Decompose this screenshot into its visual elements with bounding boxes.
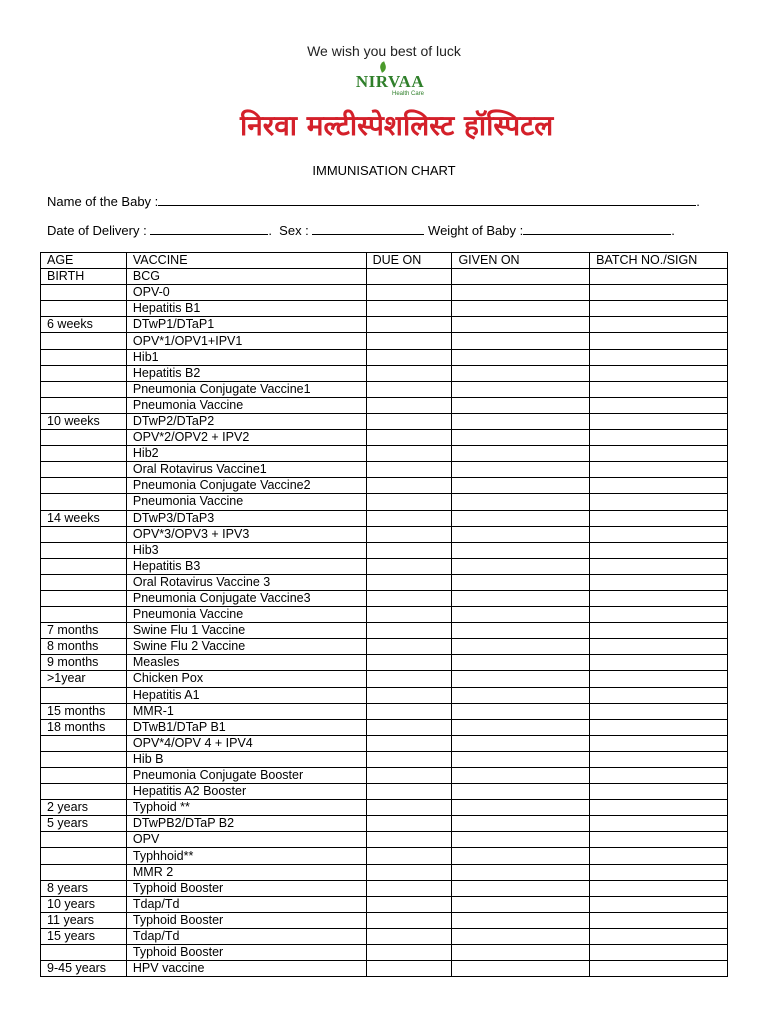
due-on-cell[interactable]: [366, 735, 452, 751]
table-header-row: [41, 253, 728, 269]
due-on-cell[interactable]: [366, 896, 452, 912]
due-on-cell[interactable]: [366, 365, 452, 381]
table-row: [41, 784, 728, 800]
age-cell: [41, 397, 127, 413]
vaccine-cell: Pneumonia Vaccine: [126, 397, 366, 413]
vaccine-cell: Hepatitis B2: [126, 365, 366, 381]
age-cell: 10 weeks: [41, 413, 127, 429]
due-on-cell[interactable]: [366, 397, 452, 413]
given-on-cell[interactable]: [452, 896, 590, 912]
given-on-cell[interactable]: [452, 542, 590, 558]
table-row: [41, 671, 728, 687]
batch-sign-cell[interactable]: [590, 928, 728, 944]
batch-sign-cell[interactable]: [590, 526, 728, 542]
age-cell: [41, 462, 127, 478]
given-on-cell[interactable]: [452, 961, 590, 977]
batch-sign-cell[interactable]: [590, 687, 728, 703]
given-on-cell[interactable]: [452, 285, 590, 301]
given-on-cell[interactable]: [452, 397, 590, 413]
vaccine-cell: Measles: [126, 655, 366, 671]
batch-sign-cell[interactable]: [590, 510, 728, 526]
age-cell: [41, 768, 127, 784]
due-on-cell[interactable]: [366, 945, 452, 961]
table-row: [41, 687, 728, 703]
vaccine-cell: Tdap/Td: [126, 928, 366, 944]
vaccine-cell: DTwP2/DTaP2: [126, 413, 366, 429]
due-on-cell[interactable]: [366, 961, 452, 977]
given-on-cell[interactable]: [452, 912, 590, 928]
page-title: IMMUNISATION CHART: [312, 163, 456, 178]
given-on-cell[interactable]: [452, 784, 590, 800]
age-cell: [41, 945, 127, 961]
due-on-cell[interactable]: [366, 510, 452, 526]
sex-field[interactable]: [312, 224, 424, 235]
given-on-cell[interactable]: [452, 478, 590, 494]
vaccine-cell: DTwB1/DTaP B1: [126, 719, 366, 735]
sex-label: Sex :: [279, 223, 309, 238]
vaccine-cell: OPV*2/OPV2 + IPV2: [126, 430, 366, 446]
given-on-cell[interactable]: [452, 494, 590, 510]
vaccine-cell: Typhoid Booster: [126, 912, 366, 928]
vaccine-cell: Pneumonia Vaccine: [126, 494, 366, 510]
vaccine-cell: Oral Rotavirus Vaccine1: [126, 462, 366, 478]
due-on-cell[interactable]: [366, 317, 452, 333]
vaccine-cell: Pneumonia Conjugate Booster: [126, 768, 366, 784]
batch-sign-cell[interactable]: [590, 333, 728, 349]
age-cell: [41, 542, 127, 558]
age-cell: 5 years: [41, 816, 127, 832]
age-cell: [41, 751, 127, 767]
due-on-cell[interactable]: [366, 494, 452, 510]
table-row: [41, 751, 728, 767]
due-on-cell[interactable]: [366, 671, 452, 687]
vaccine-cell: BCG: [126, 269, 366, 285]
brand-subtitle: Health Care: [392, 91, 425, 97]
table-row: [41, 896, 728, 912]
vaccine-cell: Hib B: [126, 751, 366, 767]
delivery-date-field[interactable]: [150, 224, 268, 235]
age-cell: 10 years: [41, 896, 127, 912]
batch-sign-cell[interactable]: [590, 816, 728, 832]
due-on-cell[interactable]: [366, 269, 452, 285]
table-row: [41, 961, 728, 977]
age-cell: [41, 607, 127, 623]
age-cell: [41, 848, 127, 864]
age-cell: 11 years: [41, 912, 127, 928]
given-on-cell[interactable]: [452, 800, 590, 816]
due-on-cell[interactable]: [366, 928, 452, 944]
due-on-cell[interactable]: [366, 413, 452, 429]
table-row: [41, 494, 728, 510]
given-on-cell[interactable]: [452, 655, 590, 671]
age-cell: 18 months: [41, 719, 127, 735]
batch-sign-cell[interactable]: [590, 864, 728, 880]
batch-sign-cell[interactable]: [590, 880, 728, 896]
vaccine-cell: Pneumonia Conjugate Vaccine1: [126, 381, 366, 397]
table-row: [41, 607, 728, 623]
age-cell: 15 months: [41, 703, 127, 719]
vaccine-cell: DTwPB2/DTaP B2: [126, 816, 366, 832]
vaccine-cell: Typhoid **: [126, 800, 366, 816]
table-row: [41, 333, 728, 349]
vaccine-cell: Hepatitis A2 Booster: [126, 784, 366, 800]
batch-sign-cell[interactable]: [590, 446, 728, 462]
given-on-cell[interactable]: [452, 365, 590, 381]
due-on-cell[interactable]: [366, 800, 452, 816]
table-row: [41, 381, 728, 397]
table-row: [41, 590, 728, 606]
given-on-cell[interactable]: [452, 848, 590, 864]
due-on-cell[interactable]: [366, 462, 452, 478]
table-row: [41, 864, 728, 880]
header-given-on: GIVEN ON: [452, 253, 590, 269]
given-on-cell[interactable]: [452, 719, 590, 735]
vaccine-cell: OPV: [126, 832, 366, 848]
age-cell: 9 months: [41, 655, 127, 671]
due-on-cell[interactable]: [366, 912, 452, 928]
table-row: [41, 816, 728, 832]
header-vaccine: VACCINE: [126, 253, 366, 269]
due-on-cell[interactable]: [366, 349, 452, 365]
age-cell: 7 months: [41, 623, 127, 639]
table-row: [41, 832, 728, 848]
batch-sign-cell[interactable]: [590, 703, 728, 719]
table-row: [41, 735, 728, 751]
due-on-cell[interactable]: [366, 607, 452, 623]
due-on-cell[interactable]: [366, 430, 452, 446]
age-cell: [41, 864, 127, 880]
batch-sign-cell[interactable]: [590, 574, 728, 590]
vaccine-cell: Chicken Pox: [126, 671, 366, 687]
due-on-cell[interactable]: [366, 446, 452, 462]
batch-sign-cell[interactable]: [590, 542, 728, 558]
table-row: [41, 510, 728, 526]
batch-sign-cell[interactable]: [590, 397, 728, 413]
weight-field[interactable]: [523, 224, 671, 235]
age-cell: [41, 784, 127, 800]
age-cell: [41, 446, 127, 462]
vaccine-cell: Hib1: [126, 349, 366, 365]
given-on-cell[interactable]: [452, 413, 590, 429]
age-cell: [41, 301, 127, 317]
due-on-cell[interactable]: [366, 478, 452, 494]
header-due-on: DUE ON: [366, 253, 452, 269]
batch-sign-cell[interactable]: [590, 639, 728, 655]
table-row: [41, 623, 728, 639]
table-row: [41, 848, 728, 864]
age-cell: 8 months: [41, 639, 127, 655]
table-row: [41, 542, 728, 558]
batch-sign-cell[interactable]: [590, 285, 728, 301]
vaccine-cell: OPV*1/OPV1+IPV1: [126, 333, 366, 349]
age-cell: 8 years: [41, 880, 127, 896]
table-row: [41, 397, 728, 413]
given-on-cell[interactable]: [452, 526, 590, 542]
age-cell: [41, 574, 127, 590]
table-row: [41, 912, 728, 928]
due-on-cell[interactable]: [366, 590, 452, 606]
vaccine-cell: Swine Flu 1 Vaccine: [126, 623, 366, 639]
batch-sign-cell[interactable]: [590, 365, 728, 381]
vaccine-cell: Typhoid Booster: [126, 945, 366, 961]
due-on-cell[interactable]: [366, 526, 452, 542]
table-row: [41, 269, 728, 285]
due-on-cell[interactable]: [366, 623, 452, 639]
table-row: [41, 655, 728, 671]
batch-sign-cell[interactable]: [590, 478, 728, 494]
vaccine-cell: Hib2: [126, 446, 366, 462]
vaccine-cell: MMR 2: [126, 864, 366, 880]
batch-sign-cell[interactable]: [590, 768, 728, 784]
vaccine-cell: Hepatitis B1: [126, 301, 366, 317]
table-row: [41, 413, 728, 429]
given-on-cell[interactable]: [452, 510, 590, 526]
given-on-cell[interactable]: [452, 590, 590, 606]
vaccine-cell: OPV*4/OPV 4 + IPV4: [126, 735, 366, 751]
table-row: [41, 800, 728, 816]
header-age: AGE: [41, 253, 127, 269]
header-batch-sign: BATCH NO./SIGN: [590, 253, 728, 269]
batch-sign-cell[interactable]: [590, 784, 728, 800]
given-on-cell[interactable]: [452, 349, 590, 365]
table-row: [41, 365, 728, 381]
table-row: [41, 317, 728, 333]
baby-name-line: Name of the Baby : .: [47, 194, 700, 209]
given-on-cell[interactable]: [452, 945, 590, 961]
brand-mark: [350, 62, 430, 102]
batch-sign-cell[interactable]: [590, 800, 728, 816]
brand-name: NIRVAA: [355, 72, 425, 91]
due-on-cell[interactable]: [366, 880, 452, 896]
due-on-cell[interactable]: [366, 542, 452, 558]
vaccine-cell: Hib3: [126, 542, 366, 558]
vaccine-cell: DTwP3/DTaP3: [126, 510, 366, 526]
due-on-cell[interactable]: [366, 864, 452, 880]
age-cell: BIRTH: [41, 269, 127, 285]
given-on-cell[interactable]: [452, 446, 590, 462]
table-row: [41, 285, 728, 301]
table-body: [41, 269, 728, 977]
batch-sign-cell[interactable]: [590, 269, 728, 285]
given-on-cell[interactable]: [452, 768, 590, 784]
given-on-cell[interactable]: [452, 381, 590, 397]
given-on-cell[interactable]: [452, 574, 590, 590]
table-row: [41, 558, 728, 574]
batch-sign-cell[interactable]: [590, 462, 728, 478]
batch-sign-cell[interactable]: [590, 671, 728, 687]
vaccine-cell: DTwP1/DTaP1: [126, 317, 366, 333]
age-cell: [41, 381, 127, 397]
table-row: [41, 526, 728, 542]
vaccine-cell: HPV vaccine: [126, 961, 366, 977]
due-on-cell[interactable]: [366, 832, 452, 848]
table-row: [41, 446, 728, 462]
age-cell: [41, 478, 127, 494]
batch-sign-cell[interactable]: [590, 896, 728, 912]
vaccine-cell: OPV-0: [126, 285, 366, 301]
due-on-cell[interactable]: [366, 687, 452, 703]
delivery-line: Date of Delivery : . Sex : Weight of Baby : .: [47, 223, 675, 238]
given-on-cell[interactable]: [452, 687, 590, 703]
due-on-cell[interactable]: [366, 784, 452, 800]
vaccine-cell: Oral Rotavirus Vaccine 3: [126, 574, 366, 590]
vaccine-cell: Pneumonia Vaccine: [126, 607, 366, 623]
age-cell: [41, 349, 127, 365]
given-on-cell[interactable]: [452, 735, 590, 751]
batch-sign-cell[interactable]: [590, 912, 728, 928]
age-cell: [41, 735, 127, 751]
age-cell: [41, 494, 127, 510]
table-row: [41, 768, 728, 784]
due-on-cell[interactable]: [366, 558, 452, 574]
batch-sign-cell[interactable]: [590, 381, 728, 397]
due-on-cell[interactable]: [366, 285, 452, 301]
batch-sign-cell[interactable]: [590, 590, 728, 606]
table-row: [41, 301, 728, 317]
due-on-cell[interactable]: [366, 751, 452, 767]
batch-sign-cell[interactable]: [590, 317, 728, 333]
vaccine-cell: Typhhoid**: [126, 848, 366, 864]
table-row: [41, 349, 728, 365]
age-cell: [41, 333, 127, 349]
age-cell: [41, 832, 127, 848]
batch-sign-cell[interactable]: [590, 735, 728, 751]
batch-sign-cell[interactable]: [590, 301, 728, 317]
due-on-cell[interactable]: [366, 848, 452, 864]
wish-text: We wish you best of luck: [307, 43, 461, 59]
given-on-cell[interactable]: [452, 671, 590, 687]
batch-sign-cell[interactable]: [590, 607, 728, 623]
table-row: [41, 880, 728, 896]
batch-sign-cell[interactable]: [590, 832, 728, 848]
given-on-cell[interactable]: [452, 558, 590, 574]
vaccine-cell: MMR-1: [126, 703, 366, 719]
due-on-cell[interactable]: [366, 333, 452, 349]
vaccine-cell: Hepatitis A1: [126, 687, 366, 703]
due-on-cell[interactable]: [366, 574, 452, 590]
given-on-cell[interactable]: [452, 832, 590, 848]
given-on-cell[interactable]: [452, 816, 590, 832]
hospital-logo: [240, 62, 554, 154]
vaccine-cell: Tdap/Td: [126, 896, 366, 912]
given-on-cell[interactable]: [452, 880, 590, 896]
table-row: [41, 703, 728, 719]
leaf-icon: [378, 61, 387, 72]
given-on-cell[interactable]: [452, 864, 590, 880]
batch-sign-cell[interactable]: [590, 655, 728, 671]
weight-label: Weight of Baby :: [428, 223, 524, 238]
due-on-cell[interactable]: [366, 719, 452, 735]
given-on-cell[interactable]: [452, 703, 590, 719]
given-on-cell[interactable]: [452, 301, 590, 317]
baby-name-field[interactable]: [158, 195, 696, 206]
age-cell: 14 weeks: [41, 510, 127, 526]
delivery-date-label: Date of Delivery :: [47, 223, 147, 238]
hospital-name: निरवा मल्टीस्पेशलिस्ट हॉस्पिटल: [240, 109, 554, 142]
due-on-cell[interactable]: [366, 655, 452, 671]
batch-sign-cell[interactable]: [590, 751, 728, 767]
table-row: [41, 639, 728, 655]
age-cell: [41, 365, 127, 381]
batch-sign-cell[interactable]: [590, 623, 728, 639]
table-row: [41, 945, 728, 961]
given-on-cell[interactable]: [452, 269, 590, 285]
table-row: [41, 719, 728, 735]
table-row: [41, 462, 728, 478]
age-cell: [41, 590, 127, 606]
due-on-cell[interactable]: [366, 816, 452, 832]
vaccine-cell: OPV*3/OPV3 + IPV3: [126, 526, 366, 542]
batch-sign-cell[interactable]: [590, 430, 728, 446]
batch-sign-cell[interactable]: [590, 961, 728, 977]
age-cell: [41, 526, 127, 542]
batch-sign-cell[interactable]: [590, 349, 728, 365]
due-on-cell[interactable]: [366, 639, 452, 655]
age-cell: 15 years: [41, 928, 127, 944]
baby-name-label: Name of the Baby :: [47, 194, 159, 209]
batch-sign-cell[interactable]: [590, 848, 728, 864]
batch-sign-cell[interactable]: [590, 494, 728, 510]
age-cell: >1year: [41, 671, 127, 687]
age-cell: [41, 558, 127, 574]
batch-sign-cell[interactable]: [590, 558, 728, 574]
age-cell: 2 years: [41, 800, 127, 816]
given-on-cell[interactable]: [452, 462, 590, 478]
given-on-cell[interactable]: [452, 751, 590, 767]
vaccine-cell: Swine Flu 2 Vaccine: [126, 639, 366, 655]
due-on-cell[interactable]: [366, 381, 452, 397]
immunisation-table: [40, 252, 728, 977]
due-on-cell[interactable]: [366, 703, 452, 719]
batch-sign-cell[interactable]: [590, 719, 728, 735]
age-cell: [41, 430, 127, 446]
table-row: [41, 430, 728, 446]
age-cell: [41, 687, 127, 703]
given-on-cell[interactable]: [452, 928, 590, 944]
given-on-cell[interactable]: [452, 607, 590, 623]
batch-sign-cell[interactable]: [590, 945, 728, 961]
vaccine-cell: Pneumonia Conjugate Vaccine3: [126, 590, 366, 606]
age-cell: [41, 285, 127, 301]
table-row: [41, 928, 728, 944]
vaccine-cell: Typhoid Booster: [126, 880, 366, 896]
given-on-cell[interactable]: [452, 430, 590, 446]
given-on-cell[interactable]: [452, 317, 590, 333]
given-on-cell[interactable]: [452, 639, 590, 655]
due-on-cell[interactable]: [366, 768, 452, 784]
table-row: [41, 478, 728, 494]
table-row: [41, 574, 728, 590]
age-cell: 9-45 years: [41, 961, 127, 977]
age-cell: 6 weeks: [41, 317, 127, 333]
vaccine-cell: Hepatitis B3: [126, 558, 366, 574]
batch-sign-cell[interactable]: [590, 413, 728, 429]
due-on-cell[interactable]: [366, 301, 452, 317]
vaccine-cell: Pneumonia Conjugate Vaccine2: [126, 478, 366, 494]
given-on-cell[interactable]: [452, 333, 590, 349]
given-on-cell[interactable]: [452, 623, 590, 639]
